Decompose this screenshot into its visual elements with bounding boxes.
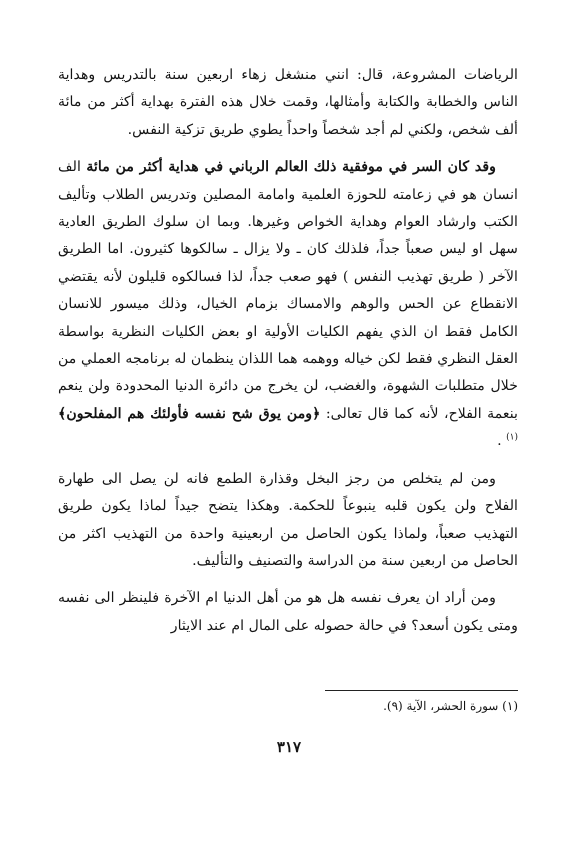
paragraph-1 [58, 62, 518, 144]
page-number: ٣١٧ [276, 738, 302, 756]
footnote-divider [325, 690, 518, 691]
paragraph-3 [58, 466, 518, 576]
footnote-reference: (١) [506, 432, 518, 443]
paragraph-2-body: الف انسان هو في زعامته للحوزة العلمية وامامة المصلين وتدريس الطلاب وتأليف الكتب وارشاد العوام وهداية الخواص وغيرها. وبما ان سلوك الطريق العادية سهل او ليس صعباً جداً، فلذلك كان ـ ولا يزال ـ سالكوها كثيرون. اما الطريق الآخر ( طريق تهذيب النفس ) فهو صعب جداً، لذا فسالكوه قليلون لأنه يقتضي الانقطاع عن الحس والوهم والامساك بزمام الخيال، وذلك ميسور للانسان الكامل فقط ان الذي يفهم الكليات الأولية او بعض الكليات النظرية بواسطة العقل النظري فقط لكن خياله ووهمه هما اللذان ينظمان له برنامجه العملي من خلال متطلبات الشهوة، والغضب، لن يخرج من دائرة الدنيا المحدودة ولن ينعم بنعمة الفلاح، لأنه كما قال تعالى: [58, 159, 518, 422]
footnote: (١) سورة الحشر، الآية (٩). [383, 699, 518, 713]
paragraph-4-text: ومن أراد ان يعرف نفسه هل هو من أهل الدنيا ام الآخرة فلينظر الى نفسه ومتى يكون أسعد؟ في حالة حصوله على المال ام عند الايثار [58, 590, 518, 634]
paragraph-4 [58, 585, 518, 640]
paragraph-1-text: الرياضات المشروعة، قال: انني منشغل زهاء اربعين سنة بالتدريس وهداية الناس والخطابة والكتابة وأمثالها، وقمت خلال هذه الفترة بهداية أكثر من مائة ألف شخص، ولكني لم أجد شخصاً واحداً يطوي طريق تزكية النفس. [58, 67, 518, 138]
paragraph-3-text: ومن لم يتخلص من رجز البخل وقذارة الطمع فانه لن يصل الى طهارة الفلاح ولن يكون قلبه ينبوعاً للحكمة. وهكذا يتضح جيداً لماذا يكون طريق التهذيب صعباً، ولماذا يكون الحاصل من اربعينية واحدة من التهذيب اكثر من الحاصل من اربعين سنة من الدراسة والتصنيف والتأليف. [58, 470, 518, 569]
paragraph-2-end: . [497, 433, 507, 450]
quran-quote: ﴿ومن يوق شح نفسه فأولئك هم المفلحون﴾ [58, 405, 321, 422]
paragraph-2 [58, 154, 518, 455]
paragraph-2-lead: وقد كان السر في موفقية ذلك العالم الرباني في هداية أكثر من مائة [86, 159, 496, 176]
page-body [58, 62, 518, 650]
